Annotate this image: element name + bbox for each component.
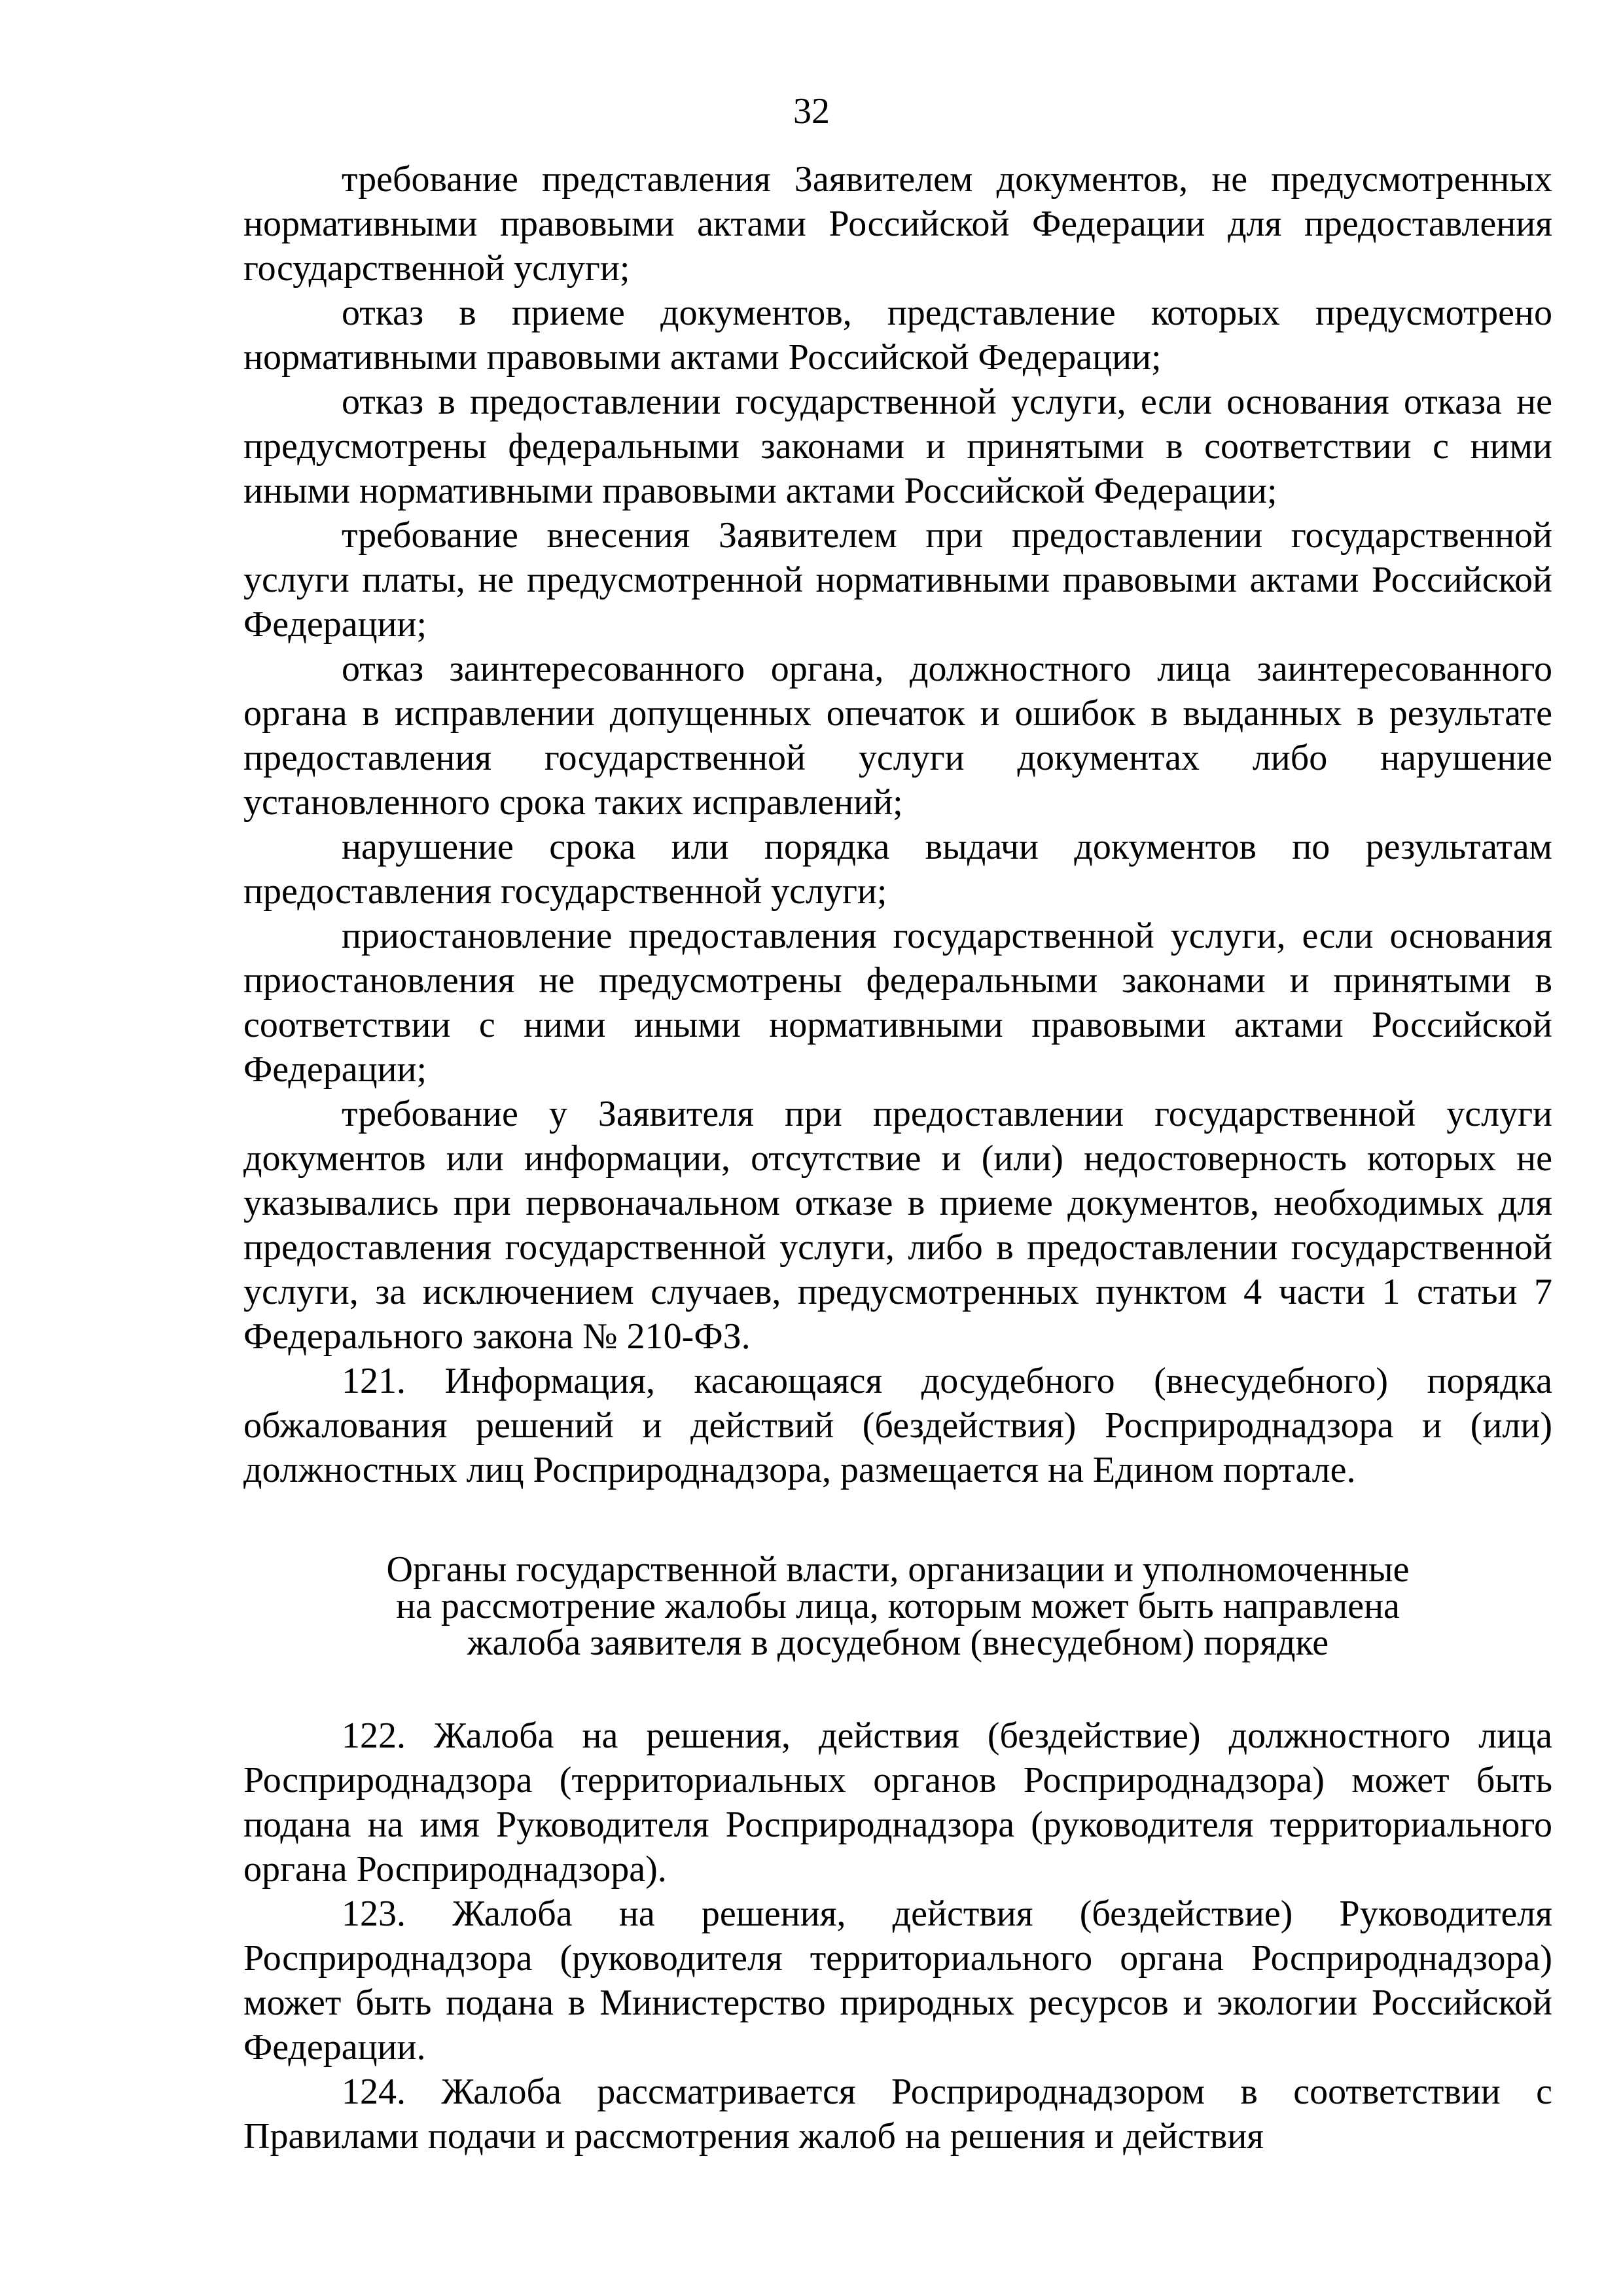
paragraph: требование у Заявителя при предоставлении государственной услуги документов или информации, отсутствие и (или) недостоверность которых не указывались при первоначальном отказе в приеме документов, необходимых для предоставления государственной услуги, либо в предоставлении государственной услуги, за исключением случаев, предусмотренных пунктом 4 части 1 статьи 7 Федерального закона № 210-ФЗ. xyxy=(243,1094,1552,1357)
section-heading xyxy=(243,1551,1552,1661)
document-body xyxy=(243,157,1552,2159)
paragraph: требование представления Заявителем документов, не предусмотренных нормативными правовыми актами Российской Федерации для предоставления государственной услуги; xyxy=(243,159,1552,289)
paragraph: требование внесения Заявителем при предоставлении государственной услуги платы, не предусмотренной нормативными правовыми актами Российской Федерации; xyxy=(243,515,1552,645)
paragraph: отказ в предоставлении государственной услуги, если основания отказа не предусмотрены федеральными законами и принятыми в соответствии с ними иными нормативными правовыми актами Российской Федерации; xyxy=(243,382,1552,511)
paragraph: отказ в приеме документов, представление которых предусмотрено нормативными правовыми актами Российской Федерации; xyxy=(243,293,1552,378)
section-heading-line: на рассмотрение жалобы лица, которым может быть направлена xyxy=(396,1586,1400,1626)
page-number: 32 xyxy=(793,91,830,132)
paragraph-124: 124. Жалоба рассматривается Росприроднадзором в соответствии с Правилами подачи и рассмотрения жалоб на решения и действия xyxy=(243,2072,1552,2157)
paragraph: отказ заинтересованного органа, должностного лица заинтересованного органа в исправлении допущенных опечаток и ошибок в выданных в результате предоставления государственной услуги документах либо нарушение установленного срока таких исправлений; xyxy=(243,649,1552,823)
paragraph-123: 123. Жалоба на решения, действия (бездействие) Руководителя Росприроднадзора (руководителя территориального органа Росприроднадзора) может быть подана в Министерство природных ресурсов и экологии Российской Федерации. xyxy=(243,1893,1552,2068)
paragraph-121: 121. Информация, касающаяся досудебного (внесудебного) порядка обжалования решений и действий (бездействия) Росприроднадзора и (или) должностных лиц Росприроднадзора, размещается на Едином портале. xyxy=(243,1361,1552,1490)
paragraph: нарушение срока или порядка выдачи документов по результатам предоставления государственной услуги; xyxy=(243,827,1552,912)
paragraph-122: 122. Жалоба на решения, действия (бездействие) должностного лица Росприроднадзора (территориальных органов Росприроднадзора) может быть подана на имя Руководителя Росприроднадзора (руководителя территориального органа Росприроднадзора). xyxy=(243,1715,1552,1890)
section-heading-line: жалоба заявителя в досудебном (внесудебном) порядке xyxy=(467,1623,1329,1663)
section-heading-line: Органы государственной власти, организации и уполномоченные xyxy=(386,1549,1410,1590)
paragraph: приостановление предоставления государственной услуги, если основания приостановления не предусмотрены федеральными законами и принятыми в соответствии с ними иными нормативными правовыми актами Российской Федерации; xyxy=(243,916,1552,1090)
